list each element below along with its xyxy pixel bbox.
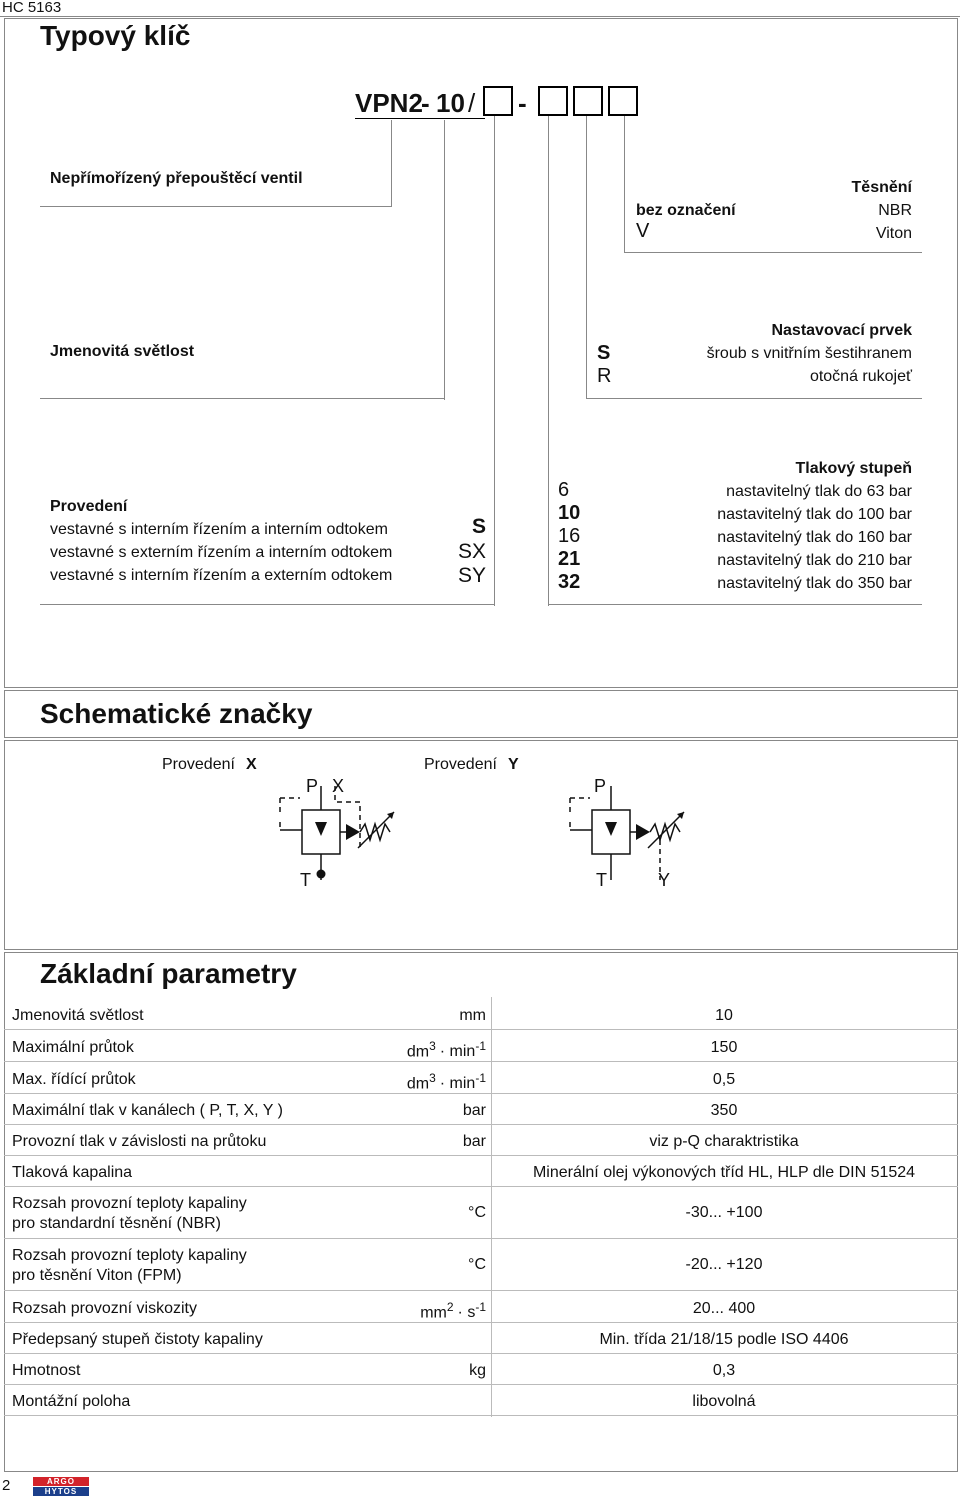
code-box-seal [608, 86, 638, 116]
unit-text: dm [406, 1043, 430, 1061]
param-unit [463, 1133, 486, 1151]
param-value: 10 [715, 1007, 733, 1024]
param-name [12, 1194, 247, 1234]
connector-version [494, 116, 495, 606]
symbol-x-port-t: T [300, 870, 311, 890]
unit-text: bar [462, 1133, 486, 1150]
logo-bottom: HYTOS [33, 1487, 89, 1496]
adjust-code-r: R [597, 365, 612, 387]
param-value: 0,3 [712, 1362, 736, 1379]
seal-label-viton: Viton [875, 225, 912, 242]
version-code-sx: SX [457, 540, 486, 563]
type-code-dash1: - [421, 88, 430, 118]
connector-size [391, 120, 392, 206]
unit-text: kg [469, 1362, 486, 1379]
pressure-code-21: 21 [558, 548, 581, 570]
unit-text: · s [457, 1304, 476, 1322]
unit-text: dm [406, 1075, 430, 1093]
table-row [4, 1029, 958, 1062]
pressure-label-32: nastavitelný tlak do 350 bar [717, 575, 912, 592]
param-name: Max. řídící průtok [12, 1071, 136, 1088]
unit-exponent: 2 [446, 1300, 454, 1314]
table-row [4, 1155, 958, 1187]
schematic-x-label: Provedení [162, 756, 235, 773]
code-box-adjust [573, 86, 603, 116]
param-name [12, 1246, 247, 1286]
version-label-sx: vestavné s externím řízením a interním odtokem [50, 544, 393, 561]
schematic-x-code: X [246, 756, 257, 773]
unit-exponent: 3 [429, 1071, 436, 1085]
type-code-prefix: VPN2 [355, 88, 423, 118]
param-name: Provozní tlak v závislosti na průtoku [12, 1133, 267, 1150]
pressure-label-16: nastavitelný tlak do 160 bar [717, 529, 912, 546]
code-box-version [538, 86, 568, 116]
doc-code: HC 5163 [2, 0, 62, 16]
pressure-label-10: nastavitelný tlak do 100 bar [717, 506, 912, 523]
seal-rule [624, 252, 922, 253]
param-name: Montážní poloha [12, 1393, 131, 1410]
nominal-size-label: Jmenovitá světlost [50, 343, 195, 360]
adjust-title: Nastavovací prvek [771, 322, 912, 339]
connector-pressure [548, 116, 549, 606]
unit-text: °C [468, 1204, 486, 1221]
param-unit [407, 1039, 486, 1061]
param-name: Jmenovitá světlost [12, 1007, 144, 1024]
version-code-sy: SY [457, 564, 486, 587]
unit-text: · min [439, 1043, 476, 1061]
unit-text: · min [439, 1075, 476, 1093]
type-code-slash: / [468, 88, 476, 118]
symbol-y-valve-icon [560, 780, 700, 895]
pressure-code-32: 32 [558, 571, 581, 593]
adjust-label-r: otočná rukojeť [809, 368, 912, 385]
param-name: Hmotnost [12, 1362, 81, 1379]
symbol-x-port-x: X [332, 776, 345, 796]
param-value: 350 [710, 1102, 738, 1119]
table-row [4, 1061, 958, 1094]
version-title: Provedení [50, 498, 128, 515]
param-value: 150 [710, 1039, 738, 1056]
version-label-sy: vestavné s interním řízením a externím odtokem [50, 567, 393, 584]
table-row [4, 1093, 958, 1125]
pressure-code-10: 10 [558, 502, 581, 524]
symbol-y-port-y: Y [658, 870, 671, 890]
param-name-line1: Rozsah provozní teploty kapaliny [12, 1195, 247, 1212]
param-name-line1: Rozsah provozní teploty kapaliny [12, 1247, 247, 1264]
unit-exponent: -1 [475, 1071, 486, 1085]
schematic-title: Schematické značky [40, 698, 313, 729]
adjust-label-s: šroub s vnitřním šestihranem [706, 345, 912, 362]
seal-label-nbr: NBR [878, 202, 912, 219]
unit-exponent: -1 [475, 1039, 486, 1053]
symbol-x-port-p: P [306, 776, 319, 796]
param-value: libovolná [692, 1393, 756, 1410]
adjust-code-s: S [597, 342, 611, 364]
valve-name-rule [40, 206, 392, 207]
type-code-size: 10 [436, 88, 465, 118]
pressure-title: Tlakový stupeň [795, 460, 912, 477]
type-code-underline [355, 118, 485, 119]
pressure-label-21: nastavitelný tlak do 210 bar [717, 552, 912, 569]
page-title: Typový klíč [40, 20, 191, 51]
param-name: Maximální průtok [12, 1039, 134, 1056]
unit-exponent: -1 [475, 1300, 486, 1314]
schematic-y-code: Y [508, 756, 519, 773]
symbol-y-port-t: T [596, 870, 607, 890]
symbol-y-port-p: P [594, 776, 607, 796]
nominal-size-rule [40, 398, 445, 399]
table-row [4, 1322, 958, 1354]
table-row [4, 998, 958, 1030]
param-name: Maximální tlak v kanálech ( P, T, X, Y ) [12, 1102, 283, 1119]
table-row [4, 1384, 958, 1416]
table-row [4, 1290, 958, 1323]
param-unit [459, 1007, 486, 1025]
pressure-code-6: 6 [558, 479, 570, 501]
unit-text: bar [462, 1102, 486, 1119]
param-name: Tlaková kapalina [12, 1164, 133, 1181]
table-row [4, 1186, 958, 1239]
param-name: Předepsaný stupeň čistoty kapaliny [12, 1331, 263, 1348]
table-row [4, 1124, 958, 1156]
version-code-s: S [471, 515, 486, 538]
param-unit [463, 1102, 486, 1120]
unit-text: °C [468, 1256, 486, 1273]
type-code-dash2: - [518, 88, 527, 118]
param-unit [407, 1071, 486, 1093]
param-value: viz p-Q charaktristika [649, 1133, 799, 1150]
param-value: Min. třída 21/18/15 podle ISO 4406 [599, 1331, 849, 1348]
param-value: 20... 400 [692, 1300, 756, 1317]
pressure-rule [548, 604, 922, 605]
seal-code-nbr: bez označení [636, 202, 736, 219]
param-value: -30... +100 [685, 1204, 763, 1221]
connector-seal [624, 116, 625, 252]
pressure-label-6: nastavitelný tlak do 63 bar [726, 483, 912, 500]
unit-text: mm [420, 1304, 447, 1322]
table-row [4, 1238, 958, 1291]
version-rule [40, 604, 495, 605]
param-name: Rozsah provozní viskozity [12, 1300, 197, 1317]
param-value: -20... +120 [685, 1256, 763, 1273]
param-unit [420, 1300, 486, 1322]
unit-text: mm [459, 1007, 486, 1024]
param-name-line2: pro těsnění Viton (FPM) [12, 1267, 182, 1284]
header-rule [0, 16, 960, 17]
adjust-rule [586, 398, 922, 399]
unit-exponent: 3 [429, 1039, 436, 1053]
param-value: Minerální olej výkonových tříd HL, HLP dle DIN 51524 [532, 1164, 916, 1181]
schematic-y-label: Provedení [424, 756, 497, 773]
pressure-code-16: 16 [558, 525, 581, 547]
seal-title: Těsnění [851, 179, 912, 196]
table-row [4, 1353, 958, 1385]
connector-size2 [444, 120, 445, 400]
connector-adjust [586, 116, 587, 398]
seal-code-viton: V [636, 220, 650, 242]
code-box-pressure [483, 86, 513, 116]
page-number: 2 [2, 1477, 11, 1494]
logo-top: ARGO [33, 1477, 89, 1486]
version-label-s: vestavné s interním řízením a interním odtokem [50, 521, 388, 538]
valve-name: Nepřímořízený přepouštěcí ventil [50, 170, 303, 187]
param-name-line2: pro standardní těsnění (NBR) [12, 1215, 221, 1232]
argo-hytos-logo [33, 1477, 89, 1497]
params-title: Základní parametry [40, 958, 297, 989]
symbol-x-valve-icon [270, 780, 410, 895]
param-value: 0,5 [712, 1071, 736, 1088]
